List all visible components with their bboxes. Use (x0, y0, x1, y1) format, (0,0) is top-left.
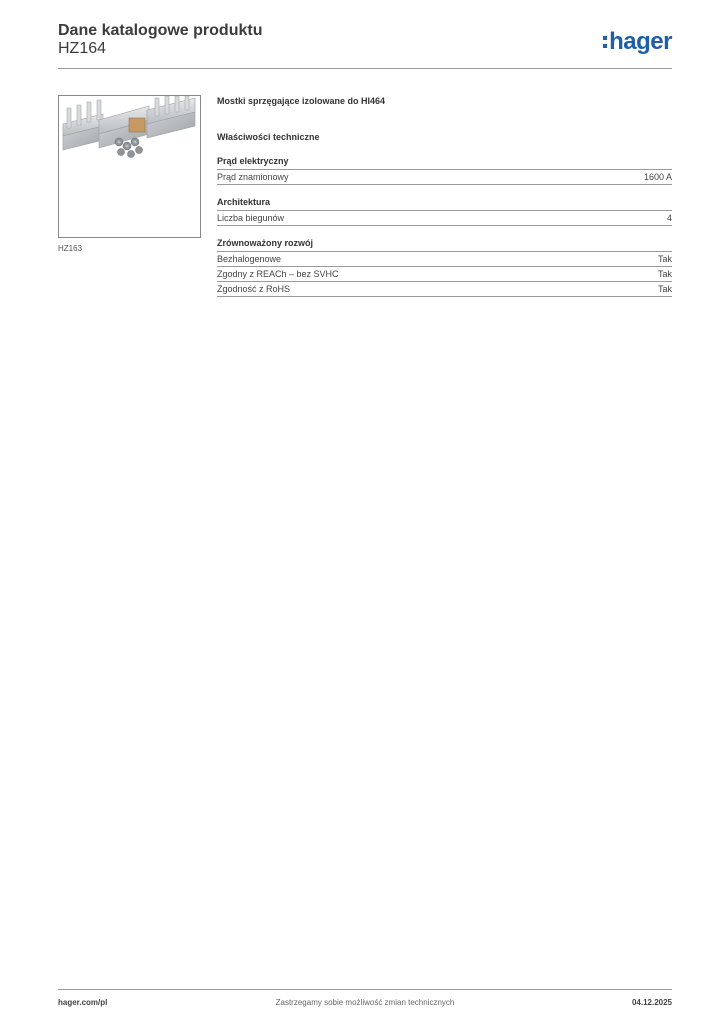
spec-value: Tak (657, 284, 672, 294)
spec-label: Zgodność z RoHS (217, 284, 291, 294)
header-divider (58, 68, 672, 69)
website-link[interactable]: hager.com/pl (58, 998, 108, 1007)
product-details (217, 95, 672, 297)
product-image (58, 95, 201, 238)
busbar-bridge-image (59, 96, 200, 237)
product-code: HZ164 (58, 40, 107, 57)
spec-row (217, 282, 672, 297)
spec-row (217, 211, 672, 226)
spec-value: Tak (657, 269, 672, 279)
footer-notice: Zastrzegamy sobie możliwość zmian technicznych (275, 998, 455, 1007)
group-architecture (217, 197, 672, 226)
page-header (58, 20, 672, 68)
spec-label: Zgodny z REACh – bez SVHC (217, 269, 339, 279)
page-footer (58, 998, 672, 1010)
spec-value: 4 (666, 213, 672, 223)
spec-label: Bezhalogenowe (217, 254, 282, 264)
spec-label: Prąd znamionowy (217, 172, 289, 182)
spec-label: Liczba biegunów (217, 213, 285, 223)
image-caption: HZ163 (58, 244, 83, 253)
technical-properties-heading: Właściwości techniczne (217, 132, 320, 142)
group-electric-current (217, 156, 672, 185)
spec-row (217, 252, 672, 267)
spec-value: Tak (657, 254, 672, 264)
group-sustainability (217, 238, 672, 297)
spec-row (217, 267, 672, 282)
group-title: Architektura (217, 197, 672, 211)
logo-colon-icon (603, 34, 607, 50)
group-title: Zrównoważony rozwój (217, 238, 672, 252)
footer-divider (58, 989, 672, 990)
hager-logo (603, 28, 672, 56)
spec-value: 1600 A (643, 172, 672, 182)
logo-text: hager (609, 28, 672, 55)
footer-date: 04.12.2025 (631, 998, 672, 1007)
page-title: Dane katalogowe produktu (58, 22, 263, 39)
group-title: Prąd elektryczny (217, 156, 672, 170)
product-name: Mostki sprzęgające izolowane do HI464 (217, 96, 386, 106)
spec-row (217, 170, 672, 185)
